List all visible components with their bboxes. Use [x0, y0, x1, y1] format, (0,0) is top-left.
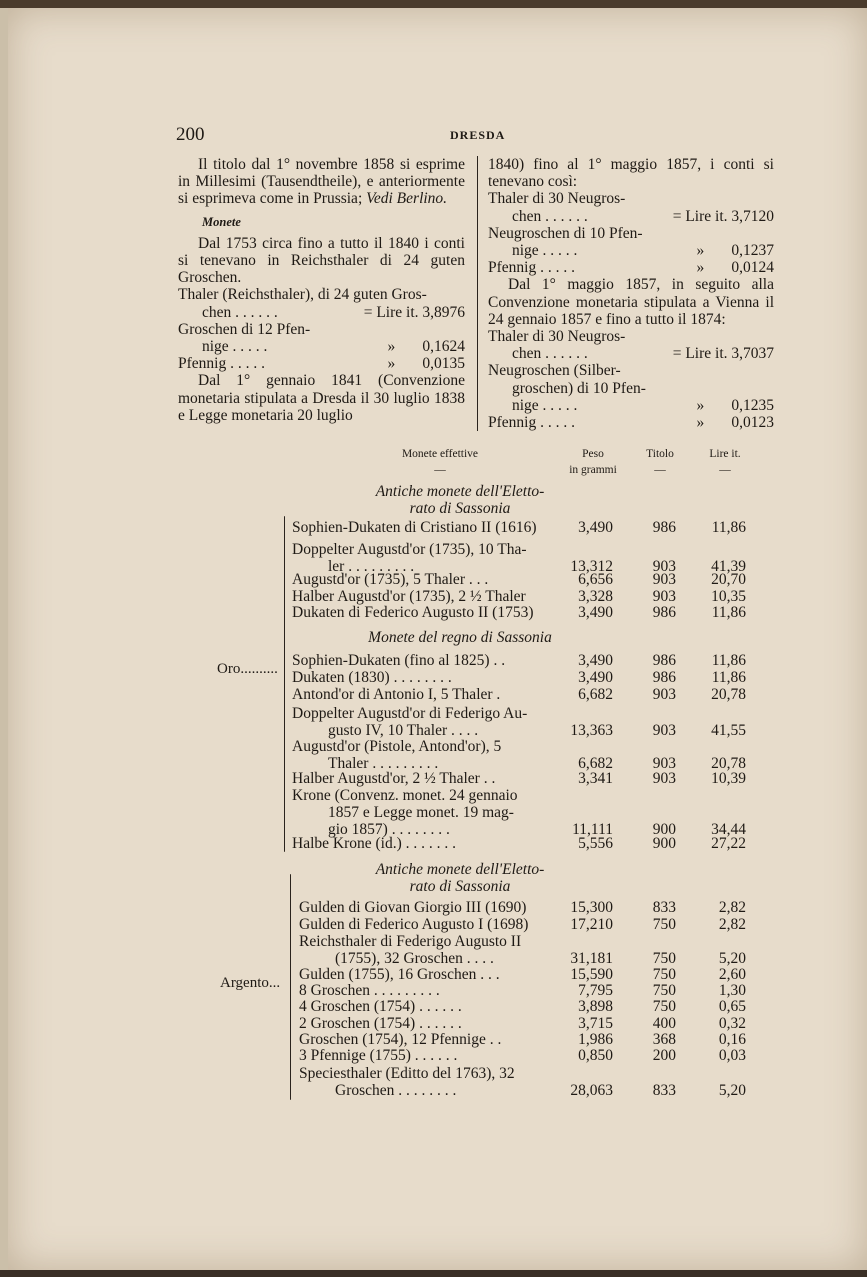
cell-peso: 17,210 [570, 916, 613, 933]
cell-lire: 27,22 [711, 835, 746, 852]
coin-name [292, 652, 562, 669]
coin-name-line: (1755), 32 Groschen . . . . [335, 950, 494, 967]
rate-label: Neugroschen (Silber- [488, 362, 621, 380]
cell-peso: 15,300 [570, 899, 613, 916]
section-text: rato di Sassonia [409, 878, 511, 895]
argento-bracket [290, 874, 291, 1100]
coin-name [299, 982, 569, 999]
rate-value: 0,0135 [422, 355, 465, 373]
rate-value: 0,0124 [731, 259, 774, 277]
rate-label: nige . . . . . [512, 396, 578, 414]
cell-lire: 0,03 [718, 1047, 746, 1064]
cell-lire: 20,70 [711, 571, 746, 588]
coin-name-line: 2 Groschen (1754) . . . . . . [299, 1015, 462, 1032]
cell-titolo: 986 [652, 669, 676, 686]
coin-name-line: Sophien-Dukaten (fino al 1825) . . [292, 652, 506, 669]
rate-value: 0,1235 [731, 396, 774, 414]
cell-lire: 11,86 [711, 652, 746, 669]
cell-titolo: 368 [652, 1031, 676, 1048]
left-column [178, 156, 465, 424]
coin-name [292, 705, 562, 739]
coin-name-line: Augustd'or (1735), 5 Thaler . . . [292, 571, 489, 588]
cell-peso: 3,490 [578, 519, 613, 536]
rate-entry [488, 414, 774, 431]
rate-sep: = Lire it. [672, 345, 728, 363]
cell-lire: 1,30 [718, 982, 746, 999]
cell-peso: 13,312 [570, 558, 613, 575]
cell-lire: 41,55 [711, 722, 746, 739]
cell-lire: 10,39 [711, 770, 746, 787]
cell-peso: 11,111 [572, 821, 613, 838]
cell-titolo: 750 [652, 998, 676, 1015]
header-monete [380, 446, 500, 478]
cell-peso: 3,715 [578, 1015, 613, 1032]
coin-name [292, 571, 562, 588]
rate-label: Thaler di 30 Neugros- [488, 190, 626, 208]
rate-value: 3,7037 [731, 345, 774, 363]
cell-lire: 11,86 [711, 604, 746, 621]
header-dash: — [434, 464, 446, 476]
coin-name-line: Speciesthaler (Editto del 1763), 32 [299, 1065, 515, 1082]
coin-name-line: Groschen (1754), 12 Pfennige . . [299, 1031, 502, 1048]
coin-name [292, 738, 562, 772]
rate-label: chen . . . . . . [202, 303, 278, 321]
coin-name-line: Doppelter Augustd'or (1735), 10 Tha- [292, 541, 527, 558]
group-label-argento: Argento... [220, 975, 281, 991]
rate-label: nige . . . . . [202, 338, 268, 356]
coin-name-line: ler . . . . . . . . . [328, 558, 415, 575]
rate-label: Neugroschen di 10 Pfen- [488, 224, 643, 242]
cell-titolo: 750 [652, 966, 676, 983]
header-dash: — [719, 464, 731, 476]
coin-name-line: Gulden di Giovan Giorgio III (1690) [299, 899, 527, 916]
coin-name [292, 770, 562, 787]
group-label-oro: Oro.......... [217, 661, 278, 677]
paragraph: Dal 1° maggio 1857, in seguito alla Convenzione monetaria stipulata a Vienna il 24 gennaio 1857 e fino a tutto il 1874: [488, 276, 774, 328]
rate-label: nige . . . . . [512, 242, 578, 260]
coin-name-line: Augustd'or (Pistole, Antond'or), 5 [292, 738, 502, 755]
cell-lire: 5,20 [718, 950, 746, 967]
coin-name [299, 1015, 569, 1032]
rate-entry [178, 286, 465, 320]
cell-lire: 2,60 [718, 966, 746, 983]
cell-lire: 2,82 [718, 916, 746, 933]
rate-value: 3,7120 [731, 207, 774, 225]
page-number: 200 [176, 124, 205, 145]
paragraph [178, 156, 465, 208]
coin-name-line: gio 1857) . . . . . . . . [328, 821, 450, 838]
rate-sep: » [696, 414, 705, 432]
cell-lire: 11,86 [711, 519, 746, 536]
paragraph: Dal 1° gennaio 1841 (Convenzione monetaria stipulata a Dresda il 30 luglio 1838 e Legge monetaria 20 luglio [178, 372, 465, 424]
coin-name [299, 1031, 569, 1048]
cell-peso: 3,490 [578, 652, 613, 669]
cell-peso: 6,682 [578, 686, 613, 703]
coin-name-line: Halbe Krone (id.) . . . . . . . [292, 835, 456, 852]
coin-name [292, 669, 562, 686]
rate-entry [178, 321, 465, 355]
header-label: Monete effettive [401, 448, 479, 460]
paragraph: Dal 1753 circa fino a tutto il 1840 i conti si tenevano in Reichsthaler di 24 guten Groschen. [178, 234, 465, 287]
coin-name-line: Krone (Convenz. monet. 24 gennaio [292, 787, 518, 804]
coin-name [299, 998, 569, 1015]
coin-name-line: 8 Groschen . . . . . . . . . [299, 982, 440, 999]
cell-peso: 13,363 [570, 722, 613, 739]
coin-name [292, 787, 562, 838]
cell-lire: 2,82 [718, 899, 746, 916]
coin-name [299, 1065, 569, 1099]
rate-entry [178, 355, 465, 372]
cell-titolo: 903 [652, 770, 676, 787]
header-lire [695, 446, 755, 478]
coin-name [292, 604, 562, 621]
cell-lire: 0,65 [718, 998, 746, 1015]
rate-sep: » [696, 242, 705, 260]
cell-titolo: 200 [652, 1047, 676, 1064]
section-heading [340, 483, 580, 517]
paragraph-text: Il titolo dal 1° novembre 1858 si esprime in Millesimi (Tausendtheile), e anteriormente si esprimeva come in Prussia; [178, 156, 465, 208]
header-label: Peso [582, 448, 604, 460]
coin-name-line: Groschen . . . . . . . . [335, 1082, 457, 1099]
coin-name-line: Halber Augustd'or (1735), 2 ½ Thaler [292, 588, 526, 605]
coin-name-line: Thaler . . . . . . . . . [328, 755, 439, 772]
cell-peso: 3,490 [578, 604, 613, 621]
cell-lire: 20,78 [711, 686, 746, 703]
cell-lire: 10,35 [711, 588, 746, 605]
cell-titolo: 903 [652, 722, 676, 739]
rate-label: chen . . . . . . [512, 207, 588, 225]
oro-bracket [284, 516, 285, 852]
subheading: Monete [202, 214, 241, 229]
cell-titolo: 750 [652, 950, 676, 967]
rate-sep: = Lire it. [363, 303, 419, 321]
section-text: Antiche monete dell'Eletto- [375, 861, 545, 878]
cell-peso: 6,682 [578, 755, 613, 772]
cell-peso: 28,063 [570, 1082, 613, 1099]
coin-name-line: Gulden (1755), 16 Groschen . . . [299, 966, 500, 983]
rate-sep: » [696, 396, 705, 414]
coin-name-line: Sophien-Dukaten di Cristiano II (1616) [292, 519, 537, 536]
coin-name-line: Gulden di Federico Augusto I (1698) [299, 916, 529, 933]
rate-entry [488, 328, 774, 362]
rate-label: Pfennig . . . . . [488, 259, 575, 277]
cell-peso: 7,795 [578, 982, 613, 999]
section-text: Antiche monete dell'Eletto- [375, 483, 545, 500]
cell-lire: 41,39 [711, 558, 746, 575]
cell-titolo: 750 [652, 982, 676, 999]
coin-name [292, 835, 562, 852]
rate-entry [488, 225, 774, 259]
rate-entry [488, 362, 774, 414]
cell-lire: 11,86 [711, 669, 746, 686]
coin-name-line: 1857 e Legge monet. 19 mag- [328, 804, 514, 821]
cell-lire: 5,20 [718, 1082, 746, 1099]
cell-peso: 5,556 [578, 835, 613, 852]
cell-lire: 20,78 [711, 755, 746, 772]
rate-label: chen . . . . . . [512, 345, 588, 363]
coin-name-line: Doppelter Augustd'or di Federigo Au- [292, 705, 528, 722]
cell-lire: 0,32 [718, 1015, 746, 1032]
coin-name [299, 916, 569, 933]
cell-titolo: 903 [652, 571, 676, 588]
cell-peso: 3,490 [578, 669, 613, 686]
cell-titolo: 986 [652, 519, 676, 536]
rate-label: Thaler di 30 Neugros- [488, 328, 626, 346]
header-peso [553, 446, 633, 478]
cell-titolo: 903 [652, 558, 676, 575]
rate-value: 3,8976 [422, 303, 465, 321]
cell-peso: 31,181 [570, 950, 613, 967]
column-divider [477, 156, 478, 431]
cell-titolo: 750 [652, 916, 676, 933]
header-label: Lire it. [709, 448, 741, 460]
coin-name [299, 1047, 569, 1064]
coin-name [299, 933, 569, 967]
rate-sep: = Lire it. [672, 207, 728, 225]
cell-titolo: 903 [652, 755, 676, 772]
cell-peso: 0,850 [578, 1047, 613, 1064]
header-titolo [630, 446, 690, 478]
section-text: Monete del regno di Sassonia [368, 629, 552, 646]
coin-name-line: Halber Augustd'or, 2 ½ Thaler . . [292, 770, 496, 787]
cell-peso: 3,341 [578, 770, 613, 787]
cell-lire: 34,44 [711, 821, 746, 838]
coin-name [292, 686, 562, 703]
cell-titolo: 900 [652, 835, 676, 852]
rate-entry [488, 259, 774, 276]
cell-titolo: 400 [652, 1015, 676, 1032]
cross-reference: Vedi Berlino. [366, 190, 448, 208]
coin-name [292, 588, 562, 605]
cell-peso: 15,590 [570, 966, 613, 983]
cell-peso: 6,656 [578, 571, 613, 588]
cell-peso: 3,898 [578, 998, 613, 1015]
coin-name [299, 966, 569, 983]
rate-label: Thaler (Reichsthaler), di 24 guten Gros- [178, 286, 427, 304]
header-dash: — [654, 464, 666, 476]
rate-value: 0,1624 [422, 338, 465, 356]
coin-name-line: Dukaten (1830) . . . . . . . . [292, 669, 452, 686]
cell-titolo: 903 [652, 686, 676, 703]
coin-name-line: Dukaten di Federico Augusto II (1753) [292, 604, 534, 621]
cell-titolo: 833 [652, 1082, 676, 1099]
rate-sep: » [387, 338, 396, 356]
rate-label: Pfennig . . . . . [488, 414, 575, 432]
rate-label: Pfennig . . . . . [178, 355, 265, 373]
rate-label: Groschen di 12 Pfen- [178, 320, 311, 338]
section-text: rato di Sassonia [409, 500, 511, 517]
cell-titolo: 903 [652, 588, 676, 605]
paragraph: 1840) fino al 1° maggio 1857, i conti si tenevano così: [488, 156, 774, 191]
section-heading [340, 861, 580, 895]
cell-titolo: 833 [652, 899, 676, 916]
cell-titolo: 986 [652, 604, 676, 621]
coin-name [292, 519, 562, 536]
coin-name-line: gusto IV, 10 Thaler . . . . [328, 722, 479, 739]
page-title: DRESDA [450, 128, 506, 142]
rate-entry [488, 190, 774, 224]
rate-label: groschen) di 10 Pfen- [512, 379, 646, 397]
header-label: Titolo [646, 448, 674, 460]
coin-name-line: 4 Groschen (1754) . . . . . . [299, 998, 462, 1015]
cell-peso: 3,328 [578, 588, 613, 605]
header-sub: in grammi [569, 464, 617, 476]
cell-titolo: 986 [652, 652, 676, 669]
right-column [488, 156, 774, 431]
coin-name [292, 541, 562, 575]
coin-name-line: Antond'or di Antonio I, 5 Thaler . [292, 686, 501, 703]
rate-sep: » [696, 259, 705, 277]
coin-name-line: Reichsthaler di Federigo Augusto II [299, 933, 522, 950]
rate-sep: » [387, 355, 396, 373]
rate-value: 0,0123 [731, 414, 774, 432]
coin-name-line: 3 Pfennige (1755) . . . . . . [299, 1047, 458, 1064]
cell-peso: 1,986 [578, 1031, 613, 1048]
rate-value: 0,1237 [731, 242, 774, 260]
section-heading [340, 629, 580, 646]
coin-name [299, 899, 569, 916]
cell-titolo: 900 [652, 821, 676, 838]
cell-lire: 0,16 [718, 1031, 746, 1048]
